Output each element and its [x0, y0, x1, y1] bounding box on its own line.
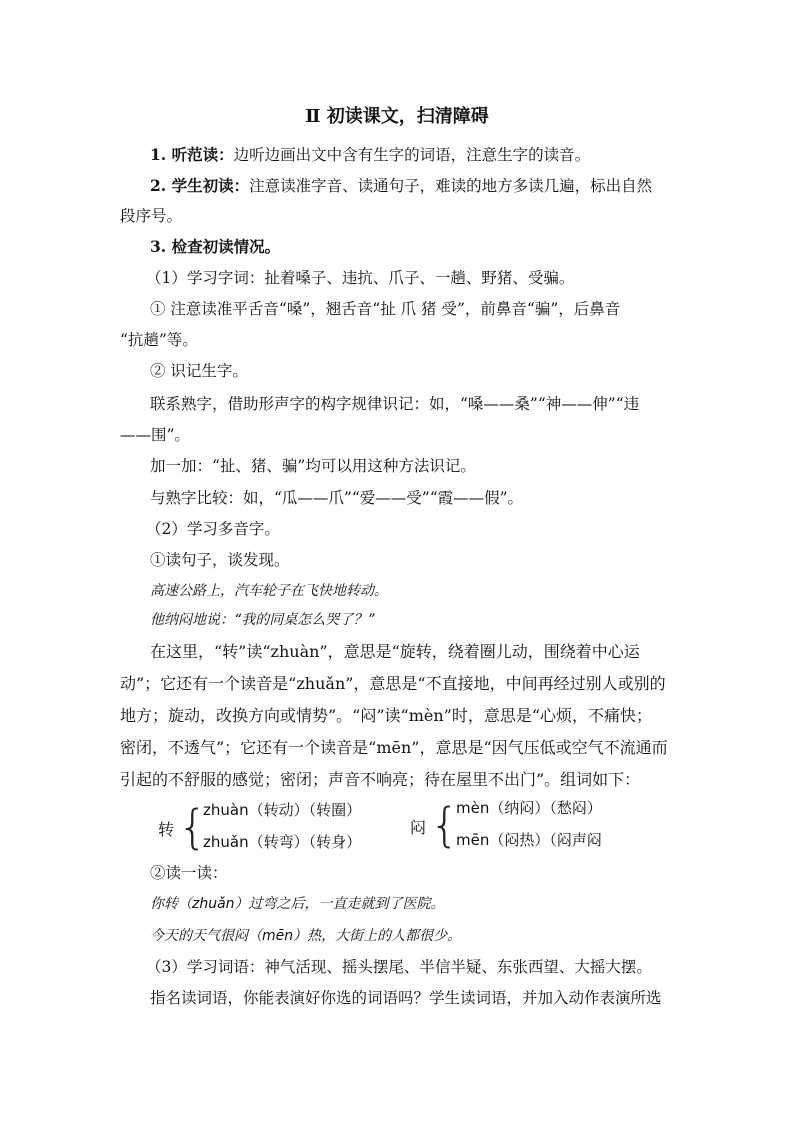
explanation-line-2: 动”；它还有一个读音是“zhuǎn”，意思是“不直接地，中间再经过别人或别的 — [120, 674, 666, 693]
paragraph-2-line-1 — [150, 176, 680, 196]
subsection-2-point-2: ②读一读： — [150, 864, 228, 882]
subsection-1: （1）学习字词：扯着嗓子、违抗、爪子、一趟、野猪、受骗。 — [146, 269, 575, 287]
example-sentence-4: 今天的天气很闷（mēn）热，大街上的人都很少。 — [150, 928, 462, 944]
word-group-men-reading-1: mèn（纳闷）（愁闷） — [456, 799, 602, 817]
example-sentence-1: 高速公路上，汽车轮子在飞快地转动。 — [150, 583, 388, 599]
subsection-1-point-1-line-1: ① 注意读准平舌音“嗓”，翘舌音“扯 爪 猪 受”，前鼻音“骗”，后鼻音 — [150, 300, 621, 318]
word-group-zhuan-reading-2: zhuǎn（转弯）（转身） — [203, 833, 362, 851]
paragraph-1 — [150, 145, 710, 165]
paragraph-2-text: 注意读准字音、读通句子，难读的地方多读几遍，标出自然 — [249, 177, 653, 195]
paragraph-2-line-2: 段序号。 — [120, 207, 183, 225]
explanation-line-4: 密闭，不透气”；它还有一个读音是“mēn”，意思是“因气压低或空气不流通而 — [120, 738, 668, 757]
example-sentence-3: 你转（zhuǎn）过弯之后，一直走就到了医院。 — [150, 896, 445, 912]
left-brace-icon: { — [430, 798, 460, 852]
example-sentence-2: 他纳闷地说：“我的同桌怎么哭了？” — [150, 612, 375, 628]
subsection-1-note-line-1: 联系熟字，借助形声字的构字规律识记：如，“嗓——桑”“神——伸”“违 — [150, 395, 640, 413]
subsection-1-add: 加一加：“扯、猪、骗”均可以用这种方法识记。 — [150, 457, 476, 475]
subsection-1-note-line-2: ——围”。 — [120, 426, 190, 444]
subsection-1-compare: 与熟字比较：如，“瓜——爪”“爱——受”“霞——假”。 — [150, 489, 524, 507]
subsection-3-instruction: 指名读词语，你能表演好你选的词语吗？学生读词语，并加入动作表演所选 — [150, 989, 662, 1007]
explanation-line-5: 引起的不舒服的感觉；密闭；声音不响亮；待在屋里不出门”。组词如下： — [120, 770, 641, 789]
paragraph-3-heading: 3. 检查初读情况。 — [150, 237, 281, 256]
subsection-2-point-1: ①读句子，谈发现。 — [150, 551, 290, 569]
explanation-line-1: 在这里，“转”读“zhuàn”，意思是“旋转，绕着圈儿动，围绕着中心运 — [150, 642, 640, 661]
explanation-line-3: 地方；旋动，改换方向或情势”。“闷”读“mèn”时，意思是“心烦，不痛快； — [120, 706, 653, 725]
paragraph-1-label: 1. 听范读： — [150, 145, 234, 164]
paragraph-1-text: 边听边画出文中含有生字的词语，注意生字的读音。 — [233, 146, 591, 164]
subsection-3: （3）学习词语：神气活现、摇头摆尾、半信半疑、东张西望、大摇大摆。 — [146, 958, 652, 976]
word-group-men-reading-2: mēn（闷热）（闷声闷 — [456, 831, 602, 849]
paragraph-2-label: 2. 学生初读： — [150, 176, 250, 195]
word-group-men-char: 闷 — [410, 818, 427, 837]
subsection-1-point-1-line-2: “抗趟”等。 — [120, 331, 198, 349]
section-title: Ⅱ 初读课文，扫清障碍 — [305, 106, 489, 127]
word-group-zhuan-char: 转 — [158, 820, 175, 839]
left-brace-icon: { — [178, 800, 208, 854]
subsection-1-point-2: ② 识记生字。 — [150, 362, 248, 380]
subsection-2: （2）学习多音字。 — [146, 520, 280, 538]
word-group-zhuan-reading-1: zhuàn（转动）（转圈） — [203, 801, 362, 819]
